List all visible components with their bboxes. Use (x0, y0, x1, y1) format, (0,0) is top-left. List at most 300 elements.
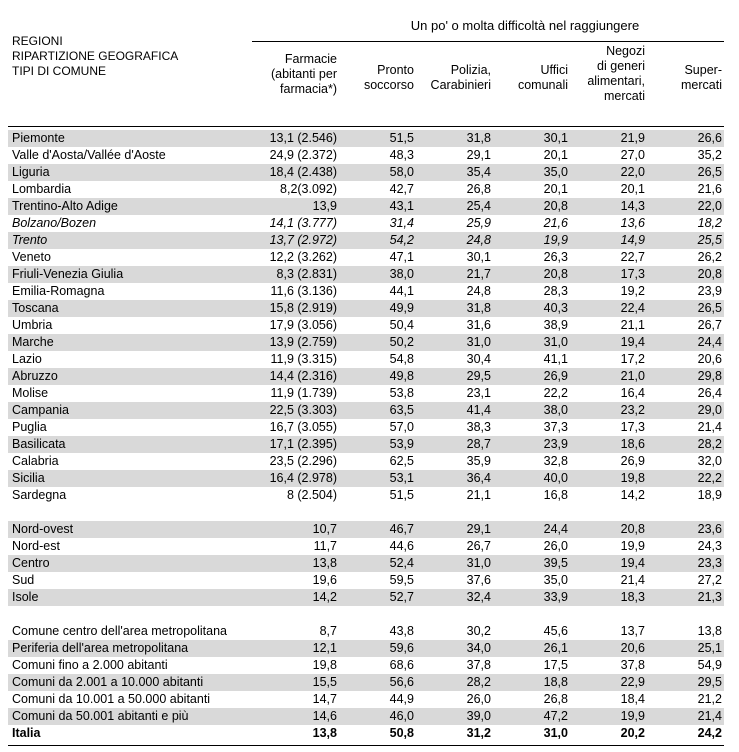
table-cell: 19,8 (620, 471, 645, 485)
table-cell: 8,3 (2.831) (276, 267, 337, 281)
row-label: Piemonte (12, 131, 65, 145)
column-header-line: alimentari, (587, 74, 645, 88)
table-cell: 24,9 (2.372) (269, 148, 337, 162)
table-cell: 14,6 (312, 709, 337, 723)
table-cell: 21,1 (620, 318, 645, 332)
table-cell: 38,0 (543, 403, 568, 417)
table-cell: 36,4 (466, 471, 491, 485)
table-row (8, 164, 724, 181)
table-cell: 31,0 (466, 335, 491, 349)
table-cell: 24,3 (697, 539, 722, 553)
table-cell: 21,3 (697, 590, 722, 604)
row-label: Sicilia (12, 471, 45, 485)
table-row (8, 555, 724, 572)
table-cell: 23,3 (697, 556, 722, 570)
table-row (8, 708, 724, 725)
table-row (8, 385, 724, 402)
row-label: Sardegna (12, 488, 67, 502)
table-cell: 37,8 (466, 658, 491, 672)
table-cell: 37,8 (620, 658, 645, 672)
table-cell: 19,4 (620, 335, 645, 349)
table-cell: 16,4 (620, 386, 645, 400)
table-cell: 19,9 (620, 539, 645, 553)
table-cell: 38,9 (543, 318, 568, 332)
table-row (8, 266, 724, 283)
table-cell: 14,7 (312, 692, 337, 706)
table-cell: 54,2 (389, 233, 414, 247)
column-header-line: (abitanti per (270, 67, 337, 81)
table-cell: 16,7 (3.055) (269, 420, 337, 434)
table-cell: 17,2 (620, 352, 645, 366)
table-cell: 26,3 (543, 250, 568, 264)
table-row (8, 130, 724, 147)
table-row (8, 674, 724, 691)
table-cell: 15,8 (2.919) (269, 301, 337, 315)
table-cell: 25,4 (466, 199, 491, 213)
table-cell: 31,8 (466, 131, 491, 145)
table-cell: 53,8 (389, 386, 414, 400)
table-cell: 26,8 (543, 692, 568, 706)
table-cell: 18,9 (697, 488, 722, 502)
table-cell: 35,0 (543, 165, 568, 179)
table-row (8, 181, 724, 198)
table-cell: 13,7 (2.972) (269, 233, 337, 247)
table-cell: 47,1 (389, 250, 414, 264)
table-cell: 8 (2.504) (286, 488, 337, 502)
table-cell: 26,0 (543, 539, 568, 553)
table-cell: 22,7 (620, 250, 645, 264)
table-cell: 37,6 (466, 573, 491, 587)
table-cell: 17,1 (2.395) (269, 437, 337, 451)
table-cell: 37,3 (543, 420, 568, 434)
table-cell: 52,4 (389, 556, 414, 570)
table-cell: 22,2 (697, 471, 722, 485)
table-cell: 57,0 (389, 420, 414, 434)
table-cell: 13,6 (620, 216, 645, 230)
table-cell: 20,8 (697, 267, 722, 281)
table-cell: 30,2 (466, 624, 491, 638)
row-label: Comuni fino a 2.000 abitanti (12, 658, 168, 672)
table-cell: 19,9 (620, 709, 645, 723)
row-label: Centro (12, 556, 50, 570)
table-cell: 21,2 (697, 692, 722, 706)
row-label: Trento (12, 233, 48, 247)
table-row (8, 521, 724, 538)
table-cell: 22,4 (620, 301, 645, 315)
table-cell: 13,7 (620, 624, 645, 638)
row-label: Puglia (12, 420, 47, 434)
table-cell: 41,4 (466, 403, 491, 417)
table-cell: 21,4 (697, 709, 722, 723)
table-cell: 31,8 (466, 301, 491, 315)
table-cell: 18,4 (2.438) (269, 165, 337, 179)
table-row (8, 147, 724, 164)
table-cell: 31,0 (543, 335, 568, 349)
table-cell: 15,5 (312, 675, 337, 689)
table-bottom-rule (8, 745, 724, 746)
table-cell: 26,2 (697, 250, 722, 264)
table-cell: 22,9 (620, 675, 645, 689)
row-label: Italia (12, 726, 41, 740)
table-cell: 63,5 (389, 403, 414, 417)
table-cell: 19,9 (543, 233, 568, 247)
row-label: Comuni da 10.001 a 50.000 abitanti (12, 692, 211, 706)
table-row (8, 589, 724, 606)
table-cell: 23,2 (620, 403, 645, 417)
table-cell: 68,6 (389, 658, 414, 672)
table-cell: 41,1 (543, 352, 568, 366)
column-header-line: Negozi (606, 44, 645, 58)
table-cell: 14,9 (620, 233, 645, 247)
table-cell: 17,3 (620, 267, 645, 281)
row-label: Sud (12, 573, 35, 587)
table-cell: 21,6 (697, 182, 722, 196)
table-cell: 18,8 (543, 675, 568, 689)
table-row (8, 283, 724, 300)
table-cell: 53,9 (389, 437, 414, 451)
table-cell: 44,1 (389, 284, 414, 298)
row-label: Trentino-Alto Adige (12, 199, 118, 213)
table-cell: 45,6 (543, 624, 568, 638)
table-cell: 26,7 (466, 539, 491, 553)
table-cell: 14,4 (2.316) (269, 369, 337, 383)
table-cell: 26,6 (697, 131, 722, 145)
table-cell: 19,2 (620, 284, 645, 298)
table-cell: 53,1 (389, 471, 414, 485)
column-header-line: comunali (517, 78, 568, 92)
table-cell: 16,8 (543, 488, 568, 502)
row-label: Nord-ovest (12, 522, 74, 536)
table-cell: 20,6 (620, 641, 645, 655)
table-cell: 40,3 (543, 301, 568, 315)
table-row (8, 436, 724, 453)
table-cell: 18,2 (697, 216, 722, 230)
table-cell: 54,9 (697, 658, 722, 672)
table-cell: 11,9 (1.739) (270, 386, 337, 400)
table-cell: 27,0 (620, 148, 645, 162)
pronto-soccorso-header (344, 63, 414, 93)
table-cell: 29,1 (466, 522, 491, 536)
column-header-line: farmacia*) (280, 82, 337, 96)
table-cell: 20,8 (620, 522, 645, 536)
table-cell: 26,5 (697, 165, 722, 179)
row-label: Nord-est (12, 539, 60, 553)
table-row (8, 317, 724, 334)
table-row (8, 334, 724, 351)
table-cell: 12,1 (312, 641, 337, 655)
table-cell: 8,2(3.092) (280, 182, 337, 196)
row-label: Calabria (12, 454, 59, 468)
table-cell: 50,4 (389, 318, 414, 332)
table-cell: 13,9 (312, 199, 337, 213)
table-cell: 14,2 (620, 488, 645, 502)
table-cell: 23,9 (697, 284, 722, 298)
table-cell: 13,9 (2.759) (269, 335, 337, 349)
table-cell: 58,0 (389, 165, 414, 179)
table-cell: 26,5 (697, 301, 722, 315)
table-cell: 8,7 (319, 624, 337, 638)
table-cell: 29,5 (697, 675, 722, 689)
table-row (8, 640, 724, 657)
table-cell: 32,8 (543, 454, 568, 468)
table-cell: 35,2 (697, 148, 722, 162)
table-cell: 29,0 (697, 403, 722, 417)
row-label: Umbria (12, 318, 53, 332)
table-row (8, 623, 724, 640)
table-cell: 29,1 (466, 148, 491, 162)
table-cell: 26,1 (543, 641, 568, 655)
table-cell: 24,4 (543, 522, 568, 536)
table-cell: 23,5 (2.296) (269, 454, 337, 468)
table-row (8, 725, 724, 742)
table-cell: 38,0 (389, 267, 414, 281)
column-header-line: Polizia, (450, 63, 491, 77)
table-cell: 19,8 (312, 658, 337, 672)
table-cell: 20,6 (697, 352, 722, 366)
table-cell: 25,1 (697, 641, 722, 655)
column-header-line: Farmacie (284, 52, 337, 66)
table-cell: 13,1 (2.546) (269, 131, 337, 145)
table-row (8, 572, 724, 589)
table-cell: 16,4 (2.978) (269, 471, 337, 485)
table-row (8, 351, 724, 368)
table-row (8, 232, 724, 249)
table-cell: 21,4 (697, 420, 722, 434)
table-cell: 24,2 (697, 726, 722, 740)
table-cell: 50,8 (389, 726, 414, 740)
supermercati-header (652, 63, 722, 93)
column-header-line: Pronto (377, 63, 414, 77)
row-label: Marche (12, 335, 54, 349)
table-cell: 34,0 (466, 641, 491, 655)
header-rule-top (252, 41, 724, 42)
row-label-line: TIPI DI COMUNE (12, 64, 107, 78)
row-label: Toscana (12, 301, 59, 315)
column-header-line: mercati (681, 78, 722, 92)
table-cell: 22,0 (697, 199, 722, 213)
table-cell: 28,7 (466, 437, 491, 451)
table-row (8, 487, 724, 504)
row-label: Isole (12, 590, 39, 604)
table-cell: 21,0 (620, 369, 645, 383)
table-cell: 18,6 (620, 437, 645, 451)
table-cell: 31,6 (466, 318, 491, 332)
table-cell: 39,5 (543, 556, 568, 570)
table-cell: 59,5 (389, 573, 414, 587)
table-row (8, 470, 724, 487)
row-label: Lazio (12, 352, 42, 366)
table-cell: 43,1 (389, 199, 414, 213)
table-cell: 14,2 (312, 590, 337, 604)
table-cell: 35,0 (543, 573, 568, 587)
table-cell: 44,6 (389, 539, 414, 553)
table-cell: 21,1 (466, 488, 491, 502)
table-cell: 25,9 (466, 216, 491, 230)
row-label: Emilia-Romagna (12, 284, 105, 298)
row-label: Lombardia (12, 182, 72, 196)
table-cell: 40,0 (543, 471, 568, 485)
table-cell: 19,6 (312, 573, 337, 587)
table-row (8, 300, 724, 317)
table-cell: 35,4 (466, 165, 491, 179)
table-cell: 21,9 (620, 131, 645, 145)
table-cell: 20,1 (543, 148, 568, 162)
column-group-title: Un po' o molta difficoltà nel raggiungere (410, 18, 640, 33)
table-cell: 31,2 (466, 726, 491, 740)
table-cell: 31,0 (466, 556, 491, 570)
table-cell: 26,7 (697, 318, 722, 332)
table-cell: 32,0 (697, 454, 722, 468)
row-label: Friuli-Venezia Giulia (12, 267, 124, 281)
table-cell: 14,3 (620, 199, 645, 213)
table-row (8, 249, 724, 266)
table-cell: 24,8 (466, 284, 491, 298)
table-cell: 17,5 (543, 658, 568, 672)
table-cell: 38,3 (466, 420, 491, 434)
table-cell: 22,2 (543, 386, 568, 400)
table-cell: 52,7 (389, 590, 414, 604)
table-cell: 18,3 (620, 590, 645, 604)
table-cell: 30,1 (466, 250, 491, 264)
table-cell: 14,1 (3.777) (269, 216, 337, 230)
table-cell: 24,8 (466, 233, 491, 247)
table-row (8, 215, 724, 232)
table-cell: 24,4 (697, 335, 722, 349)
table-cell: 49,9 (389, 301, 414, 315)
row-label: Bolzano/Bozen (12, 216, 97, 230)
table-cell: 17,9 (3.056) (269, 318, 337, 332)
table-cell: 18,4 (620, 692, 645, 706)
table-cell: 11,6 (3.136) (270, 284, 337, 298)
table-cell: 44,9 (389, 692, 414, 706)
table-row (8, 419, 724, 436)
table-cell: 56,6 (389, 675, 414, 689)
table-cell: 35,9 (466, 454, 491, 468)
table-cell: 10,7 (312, 522, 337, 536)
table-cell: 12,2 (3.262) (269, 250, 337, 264)
row-label: Veneto (12, 250, 51, 264)
table-cell: 49,8 (389, 369, 414, 383)
column-header-line: Uffici (540, 63, 568, 77)
table-cell: 29,5 (466, 369, 491, 383)
table-cell: 13,8 (312, 726, 337, 740)
table-cell: 46,0 (389, 709, 414, 723)
table-row (8, 402, 724, 419)
table-cell: 19,4 (620, 556, 645, 570)
table-cell: 26,9 (543, 369, 568, 383)
table-cell: 28,3 (543, 284, 568, 298)
table-cell: 30,1 (543, 131, 568, 145)
row-label: Comune centro dell'area metropolitana (12, 624, 228, 638)
table-cell: 46,7 (389, 522, 414, 536)
row-label: Valle d'Aosta/Vallée d'Aoste (12, 148, 166, 162)
row-label-header (12, 34, 178, 79)
polizia-header (416, 63, 491, 93)
table-cell: 17,3 (620, 420, 645, 434)
table-row (8, 453, 724, 470)
table-cell: 48,3 (389, 148, 414, 162)
table-cell: 26,9 (620, 454, 645, 468)
table-cell: 32,4 (466, 590, 491, 604)
table-cell: 13,8 (312, 556, 337, 570)
table-cell: 47,2 (543, 709, 568, 723)
table-cell: 23,6 (697, 522, 722, 536)
header-rule-bottom (8, 126, 724, 127)
table-cell: 20,1 (620, 182, 645, 196)
table-cell: 22,0 (620, 165, 645, 179)
table-cell: 21,4 (620, 573, 645, 587)
table-cell: 59,6 (389, 641, 414, 655)
table-cell: 28,2 (697, 437, 722, 451)
table-cell: 39,0 (466, 709, 491, 723)
farmacie-header (227, 52, 337, 97)
table-cell: 20,8 (543, 267, 568, 281)
table-row (8, 368, 724, 385)
table-cell: 23,1 (466, 386, 491, 400)
row-label: Abruzzo (12, 369, 58, 383)
table-cell: 21,7 (466, 267, 491, 281)
table-cell: 20,2 (620, 726, 645, 740)
table-cell: 23,9 (543, 437, 568, 451)
row-label: Campania (12, 403, 69, 417)
table-row (8, 198, 724, 215)
uffici-comunali-header (498, 63, 568, 93)
table-cell: 27,2 (697, 573, 722, 587)
table-cell: 20,1 (543, 182, 568, 196)
table-cell: 20,8 (543, 199, 568, 213)
table-cell: 33,9 (543, 590, 568, 604)
table-cell: 21,6 (543, 216, 568, 230)
table-row (8, 691, 724, 708)
row-label: Basilicata (12, 437, 66, 451)
table-cell: 13,8 (697, 624, 722, 638)
column-header-line: di generi (597, 59, 645, 73)
table-cell: 28,2 (466, 675, 491, 689)
table-cell: 29,8 (697, 369, 722, 383)
row-label: Comuni da 2.001 a 10.000 abitanti (12, 675, 204, 689)
table-row (8, 538, 724, 555)
row-label: Comuni da 50.001 abitanti e più (12, 709, 189, 723)
table-cell: 25,5 (697, 233, 722, 247)
table-cell: 50,2 (389, 335, 414, 349)
table-cell: 51,5 (389, 488, 414, 502)
row-label: Liguria (12, 165, 50, 179)
table-row (8, 657, 724, 674)
table-cell: 11,9 (3.315) (270, 352, 337, 366)
table-cell: 11,7 (313, 539, 337, 553)
table-cell: 26,0 (466, 692, 491, 706)
table-cell: 51,5 (389, 131, 414, 145)
column-header-line: Carabinieri (430, 78, 491, 92)
column-header-line: soccorso (363, 78, 414, 92)
table-cell: 62,5 (389, 454, 414, 468)
table-cell: 42,7 (389, 182, 414, 196)
table-cell: 31,0 (543, 726, 568, 740)
column-header-line: mercati (604, 89, 645, 103)
negozi-header (570, 44, 645, 104)
table-cell: 54,8 (389, 352, 414, 366)
table-cell: 26,4 (697, 386, 722, 400)
row-label: Molise (12, 386, 49, 400)
row-label-line: REGIONI (12, 34, 63, 48)
column-header-line: Super- (684, 63, 722, 77)
table-cell: 31,4 (389, 216, 414, 230)
table-cell: 43,8 (389, 624, 414, 638)
table-cell: 22,5 (3.303) (269, 403, 337, 417)
table-cell: 30,4 (466, 352, 491, 366)
row-label: Periferia dell'area metropolitana (12, 641, 189, 655)
table-cell: 26,8 (466, 182, 491, 196)
